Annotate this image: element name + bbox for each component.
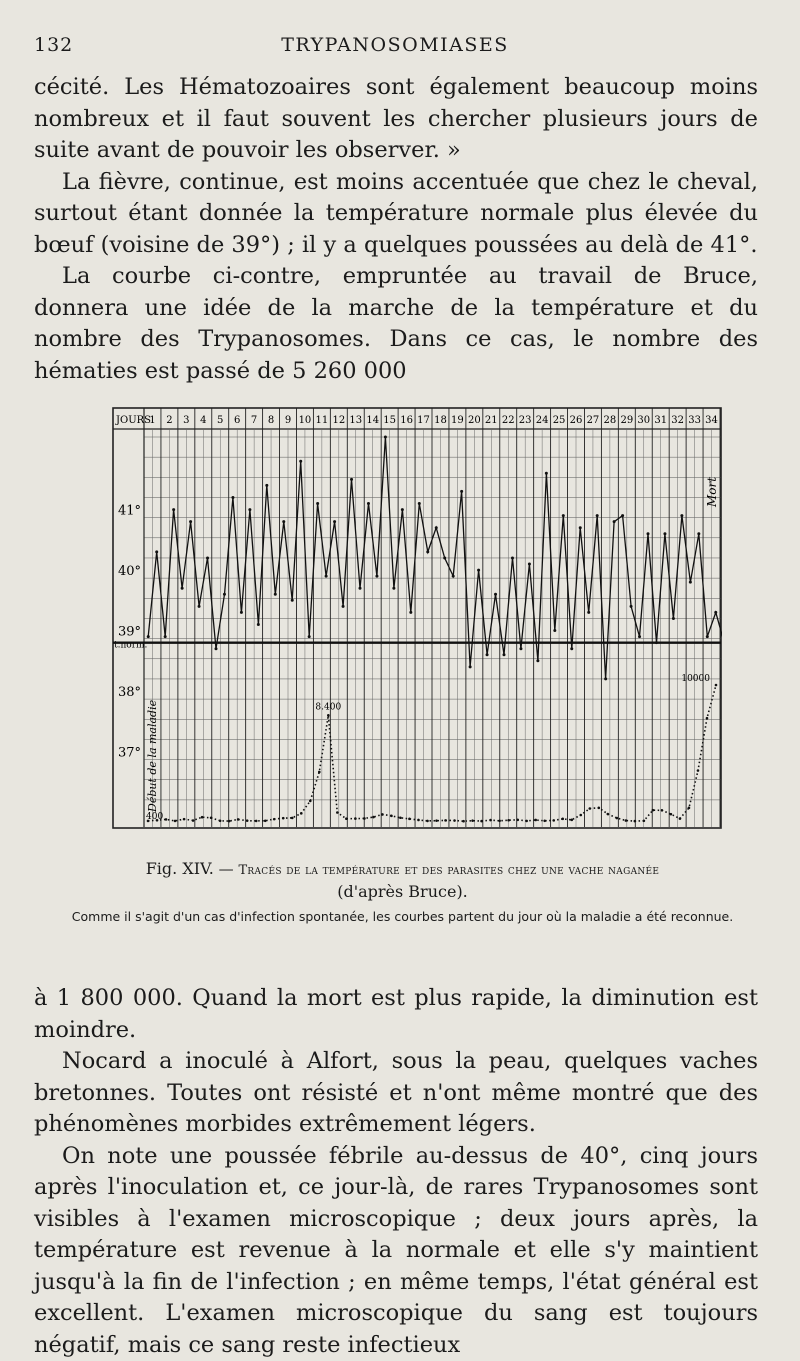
page-number: 132 — [34, 34, 73, 56]
temperature-point — [570, 647, 573, 650]
parasite-point — [399, 816, 402, 819]
parasite-point — [174, 820, 177, 823]
temperature-point — [680, 514, 683, 517]
parasite-point — [679, 817, 682, 820]
day-tick-label: 12 — [332, 415, 345, 426]
parasite-point — [273, 818, 276, 821]
temperature-point — [469, 665, 472, 668]
temperature-point — [553, 629, 556, 632]
y-tick-label: t.norm. — [114, 641, 148, 651]
temperature-point — [689, 581, 692, 584]
end-vertical-label: Mort — [705, 477, 719, 508]
day-tick-label: 22 — [502, 415, 515, 426]
temperature-point — [401, 508, 404, 511]
temperature-point — [333, 520, 336, 523]
parasite-point — [408, 818, 411, 821]
figure-note: Comme il s'agit d'un cas d'infection spontanée, les courbes partent du jour où la maladie a été reconnue. — [40, 907, 765, 926]
day-tick-label: 27 — [587, 415, 600, 426]
day-tick-label: 13 — [349, 415, 362, 426]
parasite-point — [417, 819, 420, 822]
temperature-point — [494, 593, 497, 596]
parasite-point — [688, 807, 691, 810]
day-tick-label: 19 — [451, 415, 464, 426]
parasite-point — [426, 820, 429, 823]
temperature-point — [477, 569, 480, 572]
temperature-point — [392, 587, 395, 590]
parasite-point — [255, 820, 258, 823]
figure-caption: Fig. XIV. — Tracés de la température et des parasites chez une vache naganée (d'après Bruce). Comme il s'agit d'un cas d'infection spontanée, les courbes partent du jour où la maladie a été reconnue. — [40, 858, 765, 926]
parasite-point — [661, 809, 664, 812]
temperature-point — [562, 514, 565, 517]
parasite-point — [561, 818, 564, 821]
day-tick-label: 11 — [316, 415, 329, 426]
temperature-point — [350, 478, 353, 481]
parasite-point — [390, 815, 393, 818]
temperature-point — [706, 635, 709, 638]
temperature-point — [198, 605, 201, 608]
parasite-point — [192, 819, 195, 822]
parasite-point — [291, 817, 294, 820]
parasite-point — [471, 819, 474, 822]
temperature-point — [325, 575, 328, 578]
start-vertical-label: Début de la maladie — [146, 699, 159, 813]
temperature-point — [630, 605, 633, 608]
y-tick-label: 41° — [118, 504, 141, 519]
parasite-point — [579, 814, 582, 817]
parasite-point — [462, 820, 465, 823]
parasite-point — [201, 816, 204, 819]
parasite-point — [165, 818, 168, 821]
day-tick-label: 2 — [166, 415, 172, 426]
temperature-point — [189, 520, 192, 523]
temperature-point — [147, 635, 150, 638]
temperature-point — [460, 490, 463, 493]
temperature-point — [604, 677, 607, 680]
day-tick-label: 16 — [400, 415, 413, 426]
temperature-point — [426, 550, 429, 553]
day-tick-label: 17 — [417, 415, 430, 426]
parasite-point — [354, 817, 357, 820]
figure-label: Fig. XIV. — [146, 859, 214, 878]
temperature-point — [536, 659, 539, 662]
y-tick-label: 37° — [118, 746, 141, 761]
paragraph: La courbe ci-contre, empruntée au travail de Bruce, donnera une idée de la marche de la température et du nombre des Trypanosomes. Dans ce cas, le nombre des hématies est passé de 5 260 000 — [34, 261, 758, 387]
day-tick-label: 14 — [366, 415, 379, 426]
x-header-label: JOURS — [115, 415, 151, 426]
parasite-point — [219, 819, 222, 822]
temperature-point — [655, 641, 658, 644]
temperature-point — [223, 593, 226, 596]
parasite-point — [264, 819, 267, 822]
parasite-point — [282, 817, 285, 820]
temperature-point — [519, 647, 522, 650]
parasite-point — [318, 771, 321, 774]
temperature-point — [503, 653, 506, 656]
temperature-point — [274, 593, 277, 596]
day-tick-label: 10 — [299, 415, 312, 426]
parasite-point — [697, 769, 700, 772]
temperature-point — [359, 587, 362, 590]
temperature-point — [418, 502, 421, 505]
temperature-point — [528, 563, 531, 566]
temperature-point — [375, 575, 378, 578]
parasite-point — [534, 819, 537, 822]
day-tick-label: 6 — [234, 415, 240, 426]
temperature-point — [596, 514, 599, 517]
temperature-point — [308, 635, 311, 638]
parasite-point — [625, 819, 628, 822]
y-tick-label: 38° — [118, 685, 141, 700]
parasite-data-label: 400 — [146, 812, 163, 822]
temperature-point — [647, 532, 650, 535]
parasite-point — [309, 800, 312, 803]
day-tick-label: 33 — [688, 415, 701, 426]
paragraph: La fièvre, continue, est moins accentuée que chez le cheval, surtout étant donnée la température normale plus élevée du bœuf (voisine de 39°) ; il y a quelques poussées au delà de 41°. — [34, 167, 758, 262]
parasite-point — [588, 807, 591, 810]
temperature-point — [435, 526, 438, 529]
temperature-point — [545, 472, 548, 475]
day-tick-label: 1 — [149, 415, 155, 426]
day-tick-label: 31 — [654, 415, 667, 426]
paragraph: On note une poussée fébrile au-dessus de 40°, cinq jours après l'inoculation et, ce jour-là, de rares Trypanosomes sont visibles à l'examen microscopique ; deux jours après, la température est revenue à la normale et elle s'y maintient jusqu'à la fin de l'infection ; en même temps, l'état général est excellent. L'examen microscopique du sang est toujours négatif, mais ce sang reste infectieux — [34, 1141, 758, 1361]
parasite-point — [715, 684, 718, 687]
parasite-point — [453, 819, 456, 822]
parasite-point — [607, 813, 610, 816]
temperature-point — [452, 575, 455, 578]
temperature-point — [206, 556, 209, 559]
temperature-point — [367, 502, 370, 505]
figure-source: (d'après Bruce). — [40, 881, 765, 902]
day-tick-label: 34 — [705, 415, 718, 426]
temperature-point — [384, 436, 387, 439]
temperature-point — [299, 460, 302, 463]
body-text-bottom — [34, 983, 758, 1361]
day-tick-label: 23 — [519, 415, 532, 426]
day-tick-label: 29 — [620, 415, 633, 426]
temperature-point — [409, 611, 412, 614]
day-tick-label: 30 — [637, 415, 650, 426]
temperature-point — [265, 484, 268, 487]
parasite-point — [706, 717, 709, 720]
running-title: TRYPANOSOMIASES — [34, 34, 756, 56]
parasite-point — [670, 813, 673, 816]
y-tick-label: 39° — [118, 625, 141, 640]
paragraph: Nocard a inoculé à Alfort, sous la peau, quelques vaches bretonnes. Toutes ont résisté et n'ont même montré que des phénomènes morbides extrêmement légers. — [34, 1046, 758, 1141]
parasite-point — [480, 820, 483, 823]
paragraph: à 1 800 000. Quand la mort est plus rapide, la diminution est moindre. — [34, 983, 758, 1046]
parasite-point — [372, 816, 375, 819]
temperature-point — [621, 514, 624, 517]
parasite-point — [570, 819, 573, 822]
parasite-point — [300, 812, 303, 815]
parasite-point — [381, 813, 384, 816]
temperature-point — [248, 508, 251, 511]
temperature-point — [663, 532, 666, 535]
temperature-point — [638, 635, 641, 638]
temperature-point — [579, 526, 582, 529]
day-tick-label: 7 — [251, 415, 257, 426]
temperature-point — [587, 611, 590, 614]
parasite-point — [516, 819, 519, 822]
parasite-point — [643, 819, 646, 822]
parasite-point — [246, 819, 249, 822]
parasite-data-label: 10000 — [681, 674, 710, 684]
paragraph: cécité. Les Hématozoaires sont également beaucoup moins nombreux et il faut souvent les chercher plusieurs jours de suite avant de pouvoir les observer. » — [34, 72, 758, 167]
temperature-point — [613, 520, 616, 523]
parasite-point — [652, 809, 655, 812]
parasite-point — [210, 816, 213, 819]
temperature-point — [443, 556, 446, 559]
day-tick-label: 15 — [383, 415, 396, 426]
parasite-point — [444, 819, 447, 822]
parasite-point — [543, 819, 546, 822]
day-tick-label: 5 — [217, 415, 223, 426]
day-tick-label: 26 — [570, 415, 583, 426]
parasite-point — [345, 817, 348, 820]
temperature-point — [342, 605, 345, 608]
chart-frame — [113, 408, 721, 828]
parasite-point — [336, 811, 339, 814]
day-tick-label: 25 — [553, 415, 566, 426]
parasite-point — [183, 818, 186, 821]
day-tick-label: 21 — [485, 415, 498, 426]
parasite-point — [525, 820, 528, 823]
chart-svg — [112, 407, 722, 831]
parasite-point — [616, 817, 619, 820]
day-tick-label: 28 — [604, 415, 617, 426]
figure-title: Tracés de la température et des parasites chez une vache naganée — [238, 863, 659, 878]
temperature-point — [697, 532, 700, 535]
temperature-point — [181, 587, 184, 590]
parasite-point — [552, 819, 555, 822]
temperature-point — [672, 617, 675, 620]
parasite-point — [498, 819, 501, 822]
temperature-point — [316, 502, 319, 505]
day-tick-label: 8 — [268, 415, 274, 426]
temperature-point — [257, 623, 260, 626]
running-header — [34, 34, 756, 64]
day-tick-label: 24 — [536, 415, 549, 426]
parasite-point — [435, 819, 438, 822]
temperature-point — [282, 520, 285, 523]
day-tick-label: 9 — [285, 415, 291, 426]
body-text-top — [34, 72, 758, 387]
day-tick-label: 3 — [183, 415, 189, 426]
temperature-point — [511, 556, 514, 559]
parasite-point — [228, 820, 231, 823]
y-tick-label: 40° — [118, 564, 141, 579]
temperature-parasite-chart — [112, 407, 722, 831]
parasite-data-label: 8.400 — [315, 702, 341, 712]
temperature-point — [231, 496, 234, 499]
parasite-point — [327, 714, 330, 717]
temperature-point — [172, 508, 175, 511]
day-tick-label: 32 — [671, 415, 684, 426]
temperature-point — [155, 550, 158, 553]
temperature-point — [714, 611, 717, 614]
parasite-point — [597, 807, 600, 810]
day-tick-label: 18 — [434, 415, 447, 426]
temperature-series-line — [148, 437, 722, 685]
parasite-point — [489, 819, 492, 822]
temperature-point — [164, 635, 167, 638]
temperature-point — [240, 611, 243, 614]
parasite-point — [237, 818, 240, 821]
temperature-point — [291, 599, 294, 602]
parasite-point — [507, 819, 510, 822]
day-tick-label: 4 — [200, 415, 206, 426]
parasite-point — [363, 817, 366, 820]
temperature-point — [486, 653, 489, 656]
temperature-point — [215, 647, 218, 650]
day-tick-label: 20 — [468, 415, 481, 426]
parasite-point — [634, 820, 637, 823]
